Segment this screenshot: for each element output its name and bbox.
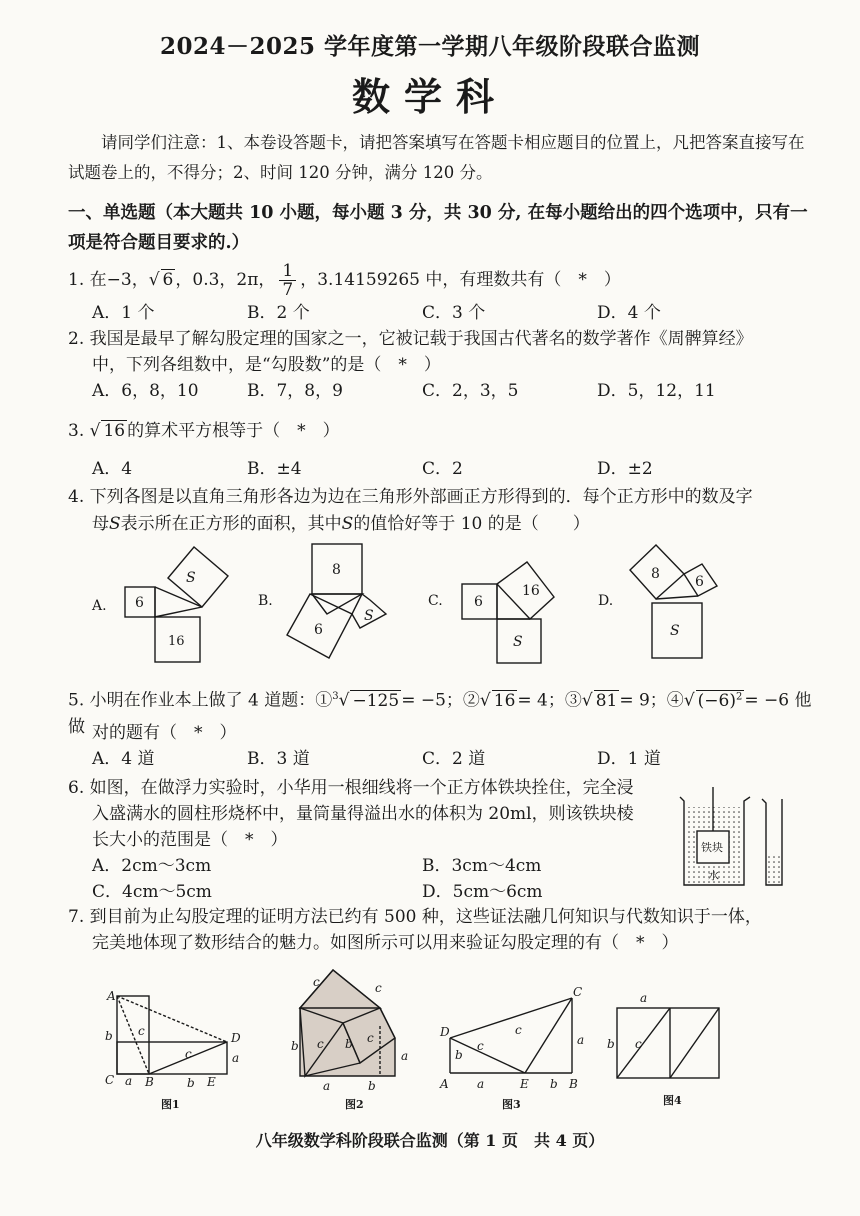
svg-text:c: c [375,981,382,995]
variable-s: S [341,514,354,534]
radical-sign: √ [148,270,160,290]
question-text: 的算术平方根等于（ * ） [127,421,340,441]
question-text: 我国是最早了解勾股定理的国家之一，它被记载于我国古代著名的数学著作《周髀算经》 [89,329,753,349]
svg-text:c: c [317,1037,324,1051]
svg-text:b: b [368,1079,376,1093]
question-2 [68,326,828,352]
radicand: −125 [352,690,400,711]
option-c: C．4cm～5cm [92,882,212,902]
question-7-figures [95,968,735,1118]
exam-notice: 请同学们注意：1、本卷设答题卡，请把答案填写在答题卡相应题目的位置上，凡把答案直接写在试题卷上的，不得分；2、时间 120 分钟，满分 120 分。 [68,133,805,182]
figure-caption: 图3 [502,1098,521,1111]
radicand: 16 [103,421,126,441]
radical-sign: √ [581,690,593,711]
question-text: 如图，在做浮力实验时，小华用一根细线将一个正方体铁块拴住，完全浸 [89,778,634,798]
option-b: B．2 个 [247,303,310,323]
option-d: D．±2 [597,459,653,479]
radical-sign: √ [479,690,491,711]
question-number: 7. [68,907,85,927]
option-letter: C. [428,593,443,609]
question-2-line2: 中，下列各组数中，是“勾股数”的是（ * ） [92,355,441,375]
square-label: 16 [522,583,540,599]
question-number: 6. [68,778,85,798]
radicand [696,690,745,711]
option-a: A．2cm～3cm [92,856,212,876]
page-footer: 八年级数学科阶段联合监测（第 1 页 共 4 页） [255,1131,605,1150]
beaker-figure [672,785,802,893]
question-text: = 9；④ [619,690,684,711]
fraction [279,262,296,299]
root-index: 3 [332,691,339,702]
question-1 [68,262,621,299]
option-b: B．3cm～4cm [422,856,542,876]
question-number: 4. [68,487,85,507]
option-letter: D. [598,593,614,609]
radicand-base: (−6) [697,690,736,711]
iron-block-label: 铁块 [701,841,723,854]
option-c: C．2 [422,459,463,479]
question-text: = 4；③ [517,690,582,711]
question-text: = −5；② [401,690,480,711]
section-title: 一、单选题（本大题共 10 小题，每小题 3 分，共 30 分, 在每小题给出的四个选项中，只有一项是符合题目要求的.） [68,203,808,253]
question-6-options [92,853,652,905]
question-6-line2: 入盛满水的圆柱形烧杯中，量筒量得溢出水的体积为 20ml，则该铁块棱 [92,804,634,824]
svg-text:b: b [550,1077,558,1091]
square-label: 6 [314,622,323,638]
svg-text:a: a [125,1074,133,1088]
svg-text:a: a [401,1049,409,1063]
question-text: 到目前为止勾股定理的证明方法已约有 500 种，这些证法融几何知识与代数知识于一体， [89,907,762,927]
radicand: 16 [493,690,516,711]
subject-title: 数学科 [351,74,508,119]
question-text: 的值恰好等于 10 的是（ ） [353,514,590,534]
radical-sign: √ [338,690,350,711]
square-label: 6 [474,594,483,610]
fraction-numerator: 1 [279,262,296,281]
svg-text:c: c [138,1024,145,1038]
svg-text:b: b [187,1076,195,1090]
svg-text:C: C [105,1073,115,1087]
option-c: C．2，3，5 [422,381,519,401]
question-number: 3. [68,421,85,441]
square-label: S [670,623,680,639]
square-label: 6 [135,595,144,611]
question-4 [68,484,828,510]
question-4-line2 [92,511,590,537]
radical-sign: √ [683,690,695,711]
option-c: C．3 个 [422,303,486,323]
figure-caption: 图2 [345,1098,364,1111]
svg-text:c: c [477,1039,484,1053]
exponent: 2 [735,691,743,702]
svg-text:a: a [640,991,648,1005]
svg-text:B: B [569,1077,578,1091]
svg-text:c: c [515,1023,522,1037]
option-b: B．7，8，9 [247,381,343,401]
question-4-figures [90,540,810,670]
svg-text:A: A [107,989,116,1003]
question-text: ，3.14159265 中，有理数共有（ * ） [300,270,621,290]
variable-s: S [109,514,121,534]
svg-text:c: c [367,1031,374,1045]
option-b: B．±4 [247,459,302,479]
square-label: 16 [168,634,185,649]
question-number: 2. [68,329,85,349]
svg-text:a: a [323,1079,331,1093]
svg-text:D: D [440,1025,450,1039]
question-text: 母 [92,514,109,534]
radicand: 6 [162,270,174,290]
fraction-denominator: 7 [282,280,294,300]
svg-text:a: a [232,1051,240,1065]
square-label: S [364,608,374,624]
question-number: 1. [68,270,85,290]
svg-text:b: b [345,1037,353,1051]
square-label: S [186,570,196,586]
figure-caption: 图1 [161,1098,180,1111]
svg-text:B: B [145,1075,154,1089]
question-text: 小明在作业本上做了 4 道题：① [89,690,333,711]
option-a: A．1 个 [92,303,155,323]
figure-caption: 图4 [663,1094,682,1107]
radical-sign: √ [89,421,101,441]
option-letter: A. [92,598,107,614]
exam-title: 2024－2025 学年度第一学期八年级阶段联合监测 [159,33,701,60]
square-label: 6 [695,574,704,590]
question-text: 在−3， [89,270,149,290]
square-label: S [513,634,523,650]
question-text: = −6 他做 [68,690,812,737]
question-number: 5. [68,690,85,711]
svg-text:b: b [105,1029,113,1043]
svg-text:c: c [635,1037,642,1051]
question-7-line2: 完美地体现了数形结合的魅力。如图所示可以用来验证勾股定理的有（ * ） [92,933,679,953]
svg-text:E: E [207,1075,216,1089]
option-d: D．1 道 [597,749,661,769]
option-letter: B. [258,593,273,609]
question-text: 下列各图是以直角三角形各边为边在三角形外部画正方形得到的．每个正方形中的数及字 [89,487,753,507]
water-label: 水 [708,869,719,882]
svg-text:c: c [185,1047,192,1061]
question-text: 表示所在正方形的面积，其中 [120,514,342,534]
question-7 [68,904,828,930]
svg-text:b: b [607,1037,615,1051]
option-d: D．5，12，11 [597,381,716,401]
square-label: 8 [332,562,341,578]
svg-text:a: a [477,1077,485,1091]
option-d: D．4 个 [597,303,661,323]
question-5-line2: 对的题有（ * ） [92,723,237,743]
option-a: A．6，8，10 [92,381,199,401]
svg-text:a: a [577,1033,585,1047]
option-a: A．4 [92,459,133,479]
option-c: C．2 道 [422,749,486,769]
question-6-line3: 长大小的范围是（ * ） [92,830,288,850]
square-label: 8 [651,566,660,582]
svg-text:C: C [573,985,583,999]
radicand: 81 [595,690,618,711]
option-d: D．5cm～6cm [422,882,543,902]
svg-text:E: E [520,1077,529,1091]
svg-text:c: c [313,975,320,989]
svg-text:b: b [455,1048,463,1062]
question-6 [68,775,668,801]
option-a: A．4 道 [92,749,155,769]
question-3 [68,418,340,444]
svg-text:b: b [291,1039,299,1053]
svg-text:D: D [231,1031,241,1045]
svg-text:A: A [440,1077,449,1091]
option-b: B．3 道 [247,749,310,769]
question-text: ，0.3，2π， [175,270,276,290]
